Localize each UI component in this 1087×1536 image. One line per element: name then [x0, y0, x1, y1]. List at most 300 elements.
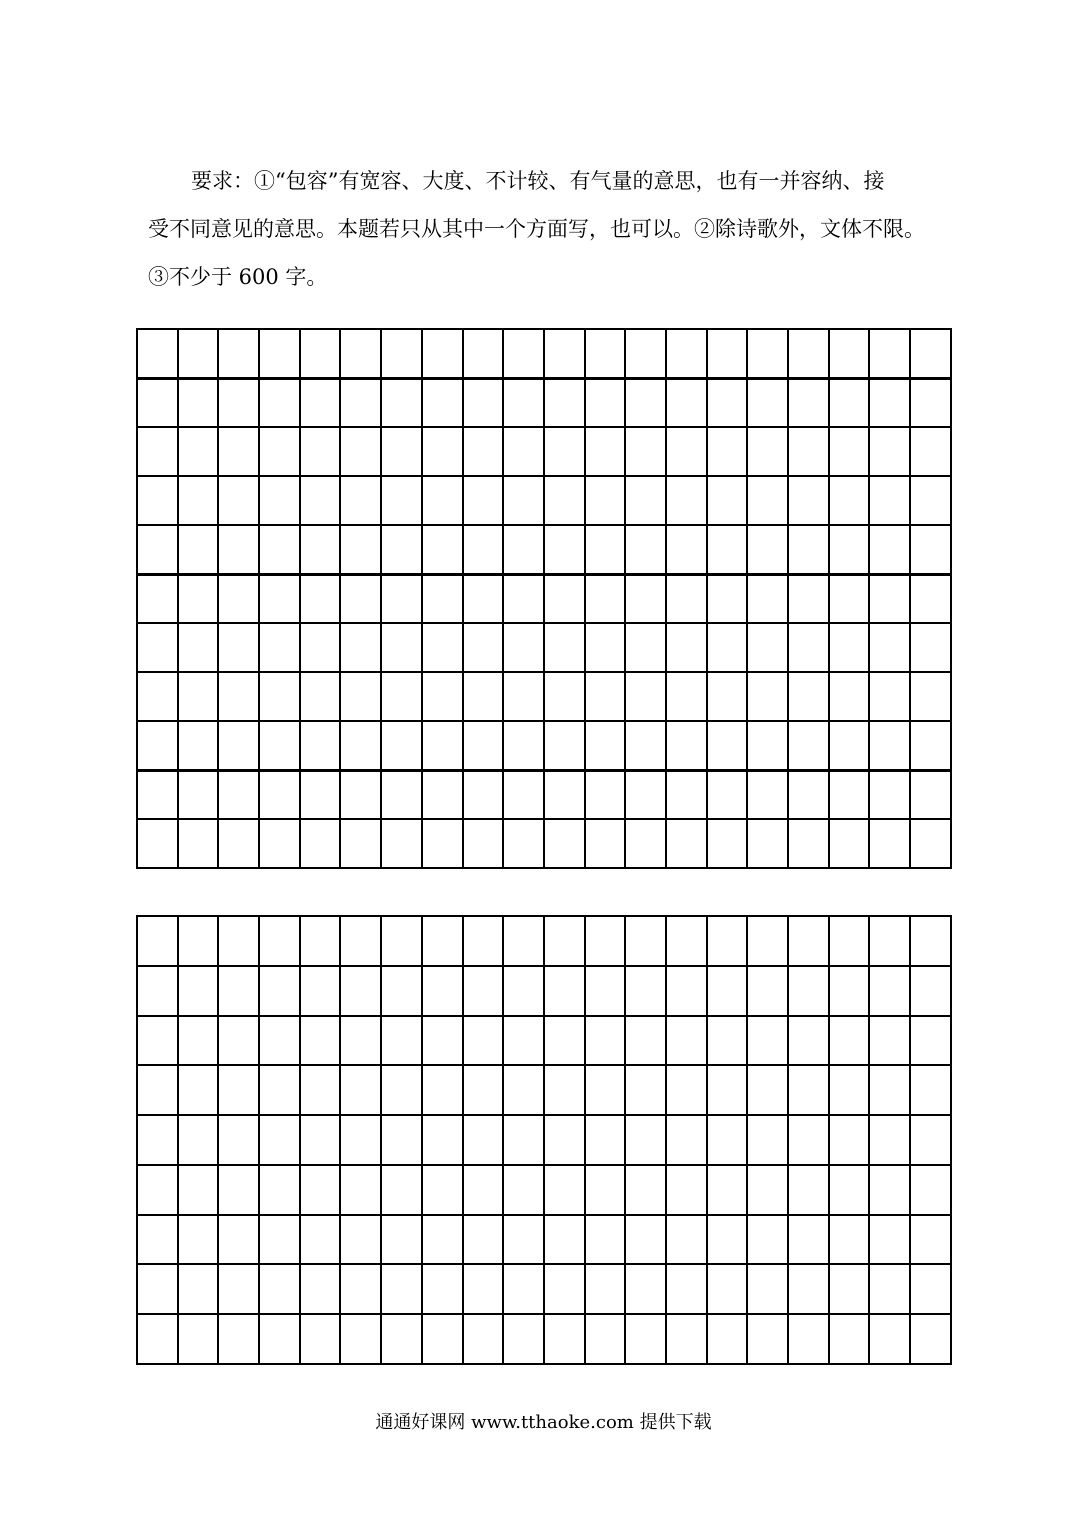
- grid-cell: [910, 1264, 951, 1314]
- grid-cell: [747, 1016, 788, 1066]
- grid-cell: [381, 1314, 422, 1364]
- grid-cell: [747, 721, 788, 770]
- grid-cell: [544, 770, 585, 819]
- grid-cell: [829, 574, 870, 623]
- grid-cell: [829, 1264, 870, 1314]
- grid-cell: [137, 378, 178, 427]
- grid-cell: [910, 966, 951, 1016]
- grid-cell: [910, 1215, 951, 1265]
- grid-cell: [218, 329, 259, 378]
- grid-cell: [747, 819, 788, 868]
- grid-cell: [259, 378, 300, 427]
- grid-cell: [829, 966, 870, 1016]
- grid-cell: [340, 329, 381, 378]
- writing-grid-lower: [136, 915, 952, 1365]
- grid-cell: [666, 574, 707, 623]
- grid-cell: [788, 1215, 829, 1265]
- grid-cell: [137, 672, 178, 721]
- grid-cell: [829, 1215, 870, 1265]
- grid-cell: [910, 1016, 951, 1066]
- grid-cell: [463, 427, 504, 476]
- grid-cell: [178, 770, 219, 819]
- grid-cell: [300, 770, 341, 819]
- grid-cell: [300, 329, 341, 378]
- grid-cell: [178, 672, 219, 721]
- grid-cell: [218, 1065, 259, 1115]
- grid-cell: [381, 1115, 422, 1165]
- grid-cell: [503, 1215, 544, 1265]
- grid-cell: [585, 329, 626, 378]
- grid-cell: [788, 966, 829, 1016]
- grid-cell: [829, 721, 870, 770]
- grid-cell: [259, 623, 300, 672]
- grid-cell: [625, 525, 666, 574]
- grid-cell: [463, 916, 504, 966]
- grid-cell: [137, 966, 178, 1016]
- grid-cell: [218, 672, 259, 721]
- grid-cell: [544, 378, 585, 427]
- grid-cell: [259, 916, 300, 966]
- grid-cell: [178, 329, 219, 378]
- grid-cell: [666, 770, 707, 819]
- grid-cell: [300, 1165, 341, 1215]
- grid-cell: [503, 1165, 544, 1215]
- grid-cell: [829, 525, 870, 574]
- grid-cell: [422, 1115, 463, 1165]
- grid-cell: [178, 378, 219, 427]
- grid-cell: [422, 623, 463, 672]
- grid-cell: [544, 1115, 585, 1165]
- grid-cell: [178, 1314, 219, 1364]
- grid-cell: [869, 1165, 910, 1215]
- page-footer: 通通好课网 www.tthaoke.com 提供下载: [375, 1412, 712, 1433]
- grid-cell: [218, 916, 259, 966]
- grid-cell: [218, 525, 259, 574]
- grid-cell: [463, 574, 504, 623]
- grid-cell: [869, 819, 910, 868]
- grid-cell: [178, 476, 219, 525]
- grid-cell: [788, 378, 829, 427]
- grid-cell: [218, 476, 259, 525]
- grid-cell: [829, 1115, 870, 1165]
- grid-cell: [381, 1215, 422, 1265]
- grid-cell: [340, 525, 381, 574]
- grid-cell: [463, 623, 504, 672]
- grid-cell: [178, 574, 219, 623]
- grid-cell: [666, 721, 707, 770]
- grid-cell: [666, 672, 707, 721]
- grid-cell: [544, 1264, 585, 1314]
- grid-cell: [340, 721, 381, 770]
- grid-row: [137, 378, 951, 427]
- grid-cell: [910, 378, 951, 427]
- grid-cell: [300, 721, 341, 770]
- grid-cell: [544, 427, 585, 476]
- grid-cell: [625, 770, 666, 819]
- grid-cell: [503, 1314, 544, 1364]
- grid-cell: [585, 476, 626, 525]
- grid-cell: [625, 819, 666, 868]
- grid-cell: [544, 672, 585, 721]
- grid-cell: [788, 721, 829, 770]
- grid-cell: [544, 329, 585, 378]
- grid-cell: [666, 1215, 707, 1265]
- grid-cell: [137, 1264, 178, 1314]
- grid-cell: [422, 770, 463, 819]
- grid-cell: [869, 476, 910, 525]
- grid-cell: [666, 378, 707, 427]
- grid-cell: [707, 1065, 748, 1115]
- grid-cell: [747, 672, 788, 721]
- grid-cell: [585, 1215, 626, 1265]
- grid-cell: [747, 525, 788, 574]
- grid-row: [137, 1264, 951, 1314]
- grid-cell: [869, 1065, 910, 1115]
- grid-cell: [707, 525, 748, 574]
- grid-cell: [340, 623, 381, 672]
- grid-cell: [625, 721, 666, 770]
- grid-cell: [869, 525, 910, 574]
- grid-cell: [707, 329, 748, 378]
- grid-cell: [422, 916, 463, 966]
- grid-cell: [707, 721, 748, 770]
- grid-cell: [829, 476, 870, 525]
- grid-cell: [300, 1215, 341, 1265]
- grid-cell: [381, 1165, 422, 1215]
- grid-cell: [625, 916, 666, 966]
- grid-cell: [666, 916, 707, 966]
- grid-cell: [585, 1115, 626, 1165]
- grid-cell: [503, 623, 544, 672]
- grid-cell: [585, 525, 626, 574]
- grid-cell: [381, 1016, 422, 1066]
- grid-cell: [829, 1314, 870, 1364]
- grid-cell: [300, 427, 341, 476]
- grid-cell: [381, 623, 422, 672]
- grid-cell: [666, 1314, 707, 1364]
- grid-cell: [707, 672, 748, 721]
- grid-cell: [869, 770, 910, 819]
- grid-cell: [178, 1264, 219, 1314]
- grid-cell: [707, 1016, 748, 1066]
- grid-cell: [829, 916, 870, 966]
- grid-cell: [625, 476, 666, 525]
- grid-cell: [340, 672, 381, 721]
- grid-cell: [829, 672, 870, 721]
- grid-cell: [788, 329, 829, 378]
- grid-cell: [137, 623, 178, 672]
- grid-cell: [666, 1165, 707, 1215]
- grid-cell: [422, 1314, 463, 1364]
- grid-cell: [910, 329, 951, 378]
- grid-cell: [259, 1115, 300, 1165]
- grid-row: [137, 574, 951, 623]
- grid-cell: [218, 1115, 259, 1165]
- grid-cell: [503, 378, 544, 427]
- grid-cell: [463, 1314, 504, 1364]
- grid-cell: [218, 966, 259, 1016]
- grid-cell: [178, 966, 219, 1016]
- grid-cell: [747, 1115, 788, 1165]
- grid-cell: [463, 966, 504, 1016]
- grid-cell: [137, 476, 178, 525]
- grid-cell: [910, 770, 951, 819]
- grid-cell: [544, 1165, 585, 1215]
- grid-cell: [381, 329, 422, 378]
- grid-cell: [340, 819, 381, 868]
- grid-cell: [300, 476, 341, 525]
- grid-cell: [463, 329, 504, 378]
- grid-row: [137, 623, 951, 672]
- grid-cell: [707, 574, 748, 623]
- grid-cell: [788, 770, 829, 819]
- grid-cell: [463, 1264, 504, 1314]
- grid-cell: [463, 378, 504, 427]
- grid-cell: [340, 1065, 381, 1115]
- grid-cell: [137, 1314, 178, 1364]
- grid-cell: [625, 427, 666, 476]
- grid-cell: [707, 1165, 748, 1215]
- grid-cell: [463, 1215, 504, 1265]
- grid-cell: [381, 1065, 422, 1115]
- grid-cell: [259, 574, 300, 623]
- grid-cell: [503, 721, 544, 770]
- grid-cell: [218, 1314, 259, 1364]
- grid-cell: [910, 623, 951, 672]
- grid-cell: [340, 574, 381, 623]
- grid-cell: [747, 1264, 788, 1314]
- grid-cell: [463, 525, 504, 574]
- grid-cell: [340, 1165, 381, 1215]
- grid-cell: [788, 525, 829, 574]
- grid-cell: [666, 1065, 707, 1115]
- grid-cell: [910, 525, 951, 574]
- grid-cell: [381, 672, 422, 721]
- grid-cell: [137, 1115, 178, 1165]
- grid-cell: [340, 1016, 381, 1066]
- grid-cell: [707, 770, 748, 819]
- grid-cell: [463, 1115, 504, 1165]
- grid-row: [137, 1065, 951, 1115]
- grid-cell: [869, 1115, 910, 1165]
- grid-cell: [137, 819, 178, 868]
- grid-row: [137, 525, 951, 574]
- grid-cell: [422, 966, 463, 1016]
- grid-cell: [178, 623, 219, 672]
- grid-cell: [218, 623, 259, 672]
- grid-cell: [259, 1165, 300, 1215]
- grid-cell: [340, 378, 381, 427]
- grid-cell: [829, 378, 870, 427]
- instructions-line-2: 受不同意见的意思。本题若只从其中一个方面写，也可以。②除诗歌外，文体不限。: [148, 217, 925, 241]
- grid-cell: [788, 1165, 829, 1215]
- grid-cell: [300, 378, 341, 427]
- grid-cell: [422, 721, 463, 770]
- grid-cell: [788, 427, 829, 476]
- grid-cell: [869, 916, 910, 966]
- grid-cell: [503, 966, 544, 1016]
- grid-cell: [381, 1264, 422, 1314]
- grid-cell: [178, 1215, 219, 1265]
- grid-cell: [788, 574, 829, 623]
- grid-cell: [381, 427, 422, 476]
- grid-cell: [463, 770, 504, 819]
- grid-cell: [137, 721, 178, 770]
- grid-cell: [300, 672, 341, 721]
- grid-cell: [422, 427, 463, 476]
- grid-cell: [625, 966, 666, 1016]
- grid-cell: [544, 525, 585, 574]
- grid-cell: [218, 427, 259, 476]
- grid-cell: [544, 1215, 585, 1265]
- grid-cell: [422, 1264, 463, 1314]
- grid-cell: [666, 329, 707, 378]
- grid-cell: [585, 1016, 626, 1066]
- grid-row: [137, 672, 951, 721]
- grid-cell: [178, 1016, 219, 1066]
- grid-row: [137, 1016, 951, 1066]
- grid-cell: [503, 672, 544, 721]
- grid-cell: [137, 916, 178, 966]
- grid-cell: [218, 1264, 259, 1314]
- grid-cell: [666, 966, 707, 1016]
- grid-row: [137, 1115, 951, 1165]
- grid-cell: [463, 476, 504, 525]
- grid-cell: [381, 916, 422, 966]
- grid-cell: [300, 916, 341, 966]
- grid-cell: [340, 476, 381, 525]
- grid-cell: [300, 1264, 341, 1314]
- grid-cell: [178, 427, 219, 476]
- grid-cell: [381, 770, 422, 819]
- grid-cell: [218, 574, 259, 623]
- grid-cell: [178, 525, 219, 574]
- grid-cell: [503, 770, 544, 819]
- grid-cell: [463, 672, 504, 721]
- grid-cell: [422, 1065, 463, 1115]
- grid-cell: [422, 525, 463, 574]
- grid-cell: [381, 525, 422, 574]
- grid-cell: [829, 1065, 870, 1115]
- grid-cell: [300, 574, 341, 623]
- grid-cell: [218, 1215, 259, 1265]
- grid-cell: [747, 966, 788, 1016]
- grid-cell: [422, 672, 463, 721]
- grid-cell: [259, 427, 300, 476]
- grid-cell: [869, 427, 910, 476]
- grid-cell: [137, 1065, 178, 1115]
- grid-cell: [503, 1115, 544, 1165]
- grid-cell: [300, 623, 341, 672]
- grid-cell: [259, 672, 300, 721]
- grid-cell: [503, 1016, 544, 1066]
- grid-cell: [910, 1065, 951, 1115]
- grid-cell: [381, 574, 422, 623]
- grid-cell: [585, 378, 626, 427]
- grid-cell: [259, 1016, 300, 1066]
- grid-cell: [707, 427, 748, 476]
- grid-cell: [381, 721, 422, 770]
- grid-cell: [788, 1264, 829, 1314]
- grid-cell: [137, 427, 178, 476]
- grid-cell: [422, 574, 463, 623]
- grid-cell: [178, 819, 219, 868]
- grid-cell: [137, 770, 178, 819]
- grid-cell: [910, 819, 951, 868]
- grid-cell: [747, 1215, 788, 1265]
- grid-cell: [503, 427, 544, 476]
- grid-cell: [666, 427, 707, 476]
- grid-cell: [544, 721, 585, 770]
- grid-cell: [178, 916, 219, 966]
- grid-row: [137, 966, 951, 1016]
- grid-cell: [869, 1016, 910, 1066]
- grid-cell: [666, 819, 707, 868]
- grid-cell: [544, 574, 585, 623]
- grid-cell: [625, 1065, 666, 1115]
- grid-cell: [463, 1016, 504, 1066]
- grid-cell: [788, 1065, 829, 1115]
- grid-cell: [666, 1115, 707, 1165]
- grid-row: [137, 476, 951, 525]
- grid-cell: [463, 721, 504, 770]
- grid-cell: [666, 476, 707, 525]
- grid-cell: [503, 1264, 544, 1314]
- grid-cell: [300, 966, 341, 1016]
- grid-cell: [625, 1165, 666, 1215]
- grid-cell: [503, 574, 544, 623]
- grid-cell: [625, 1314, 666, 1364]
- grid-cell: [544, 623, 585, 672]
- grid-cell: [910, 916, 951, 966]
- grid-cell: [869, 623, 910, 672]
- grid-cell: [300, 1016, 341, 1066]
- grid-cell: [585, 916, 626, 966]
- grid-cell: [747, 623, 788, 672]
- grid-cell: [747, 1165, 788, 1215]
- grid-cell: [788, 1314, 829, 1364]
- grid-cell: [788, 672, 829, 721]
- grid-cell: [585, 1264, 626, 1314]
- grid-cell: [910, 672, 951, 721]
- grid-cell: [340, 916, 381, 966]
- grid-cell: [625, 1115, 666, 1165]
- grid-cell: [422, 1165, 463, 1215]
- grid-cell: [137, 1016, 178, 1066]
- grid-cell: [585, 1314, 626, 1364]
- grid-cell: [747, 770, 788, 819]
- grid-cell: [259, 1314, 300, 1364]
- grid-cell: [585, 574, 626, 623]
- grid-row: [137, 1165, 951, 1215]
- grid-cell: [585, 427, 626, 476]
- grid-cell: [707, 1264, 748, 1314]
- grid-cell: [829, 819, 870, 868]
- grid-cell: [422, 819, 463, 868]
- grid-row: [137, 721, 951, 770]
- grid-cell: [869, 966, 910, 1016]
- grid-cell: [259, 721, 300, 770]
- grid-cell: [625, 1264, 666, 1314]
- grid-cell: [178, 1165, 219, 1215]
- grid-cell: [259, 819, 300, 868]
- grid-cell: [869, 378, 910, 427]
- grid-cell: [585, 1165, 626, 1215]
- grid-cell: [259, 1215, 300, 1265]
- grid-cell: [381, 966, 422, 1016]
- grid-cell: [747, 1314, 788, 1364]
- grid-cell: [178, 1065, 219, 1115]
